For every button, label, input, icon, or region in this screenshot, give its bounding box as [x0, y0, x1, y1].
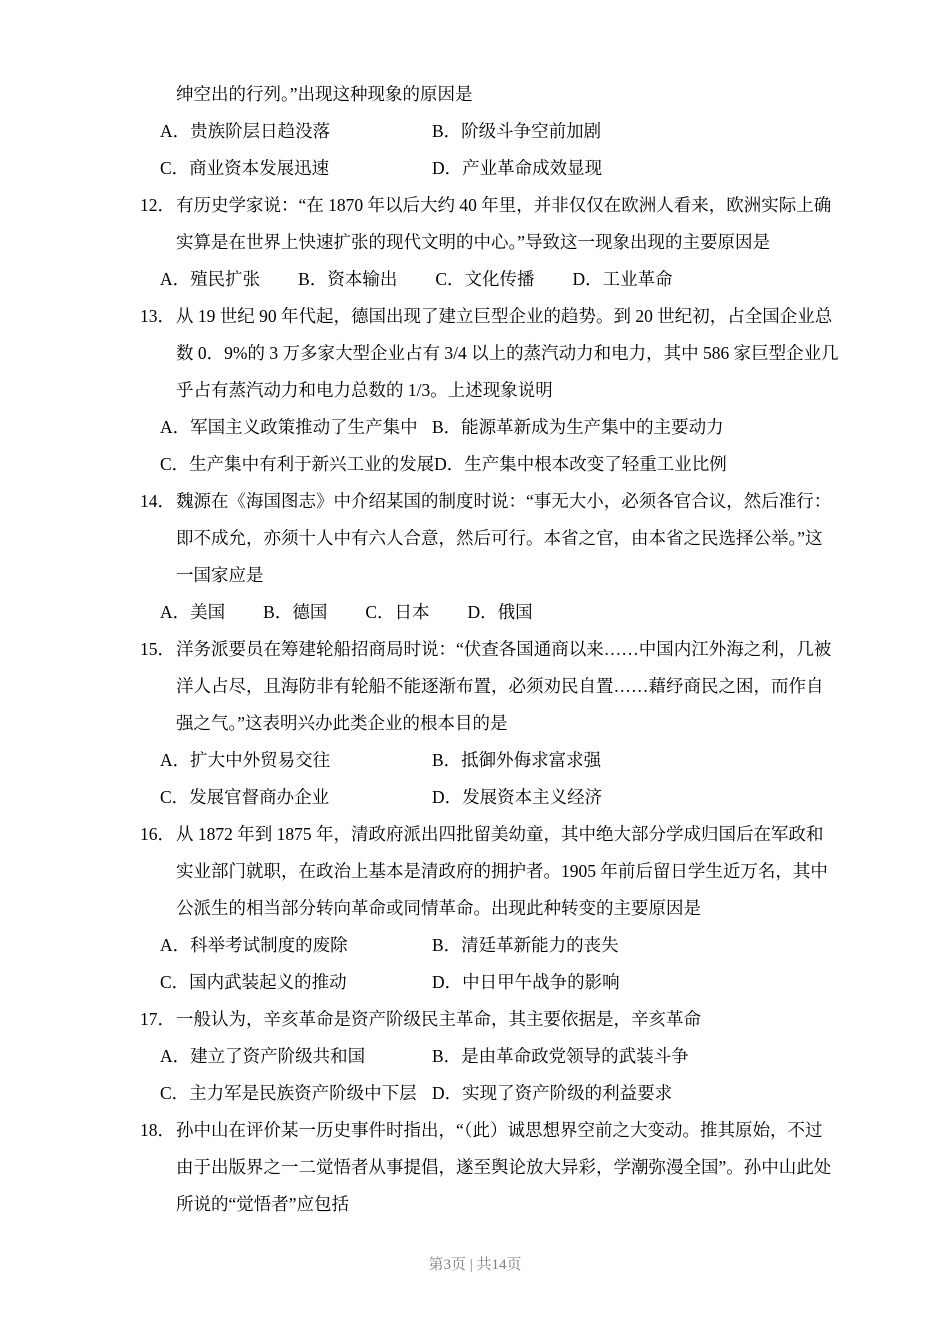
stem-text: 所说的“觉悟者”应包括	[176, 1194, 350, 1214]
option: D．发展资本主义经济	[432, 787, 603, 807]
question-stem-line	[140, 1149, 832, 1186]
stem-text: 实业部门就职，在政治上基本是清政府的拥护者。1905 年前后留日学生近万名，其中	[176, 861, 828, 881]
questions-container	[140, 76, 839, 1223]
question-stem-start	[140, 1112, 823, 1149]
page-number-text: 第3页 | 共14页	[428, 1257, 522, 1273]
stem-text: 一国家应是	[176, 565, 264, 585]
option: C．商业资本发展迅速	[160, 158, 330, 178]
question-stem-line	[140, 1186, 820, 1223]
stem-text: 一般认为，辛亥革命是资产阶级民主革命，其主要依据是，辛亥革命	[176, 1009, 701, 1029]
option: C．文化传播	[435, 269, 535, 289]
option: A．扩大中外贸易交往	[160, 750, 331, 770]
question-stem-start	[140, 298, 833, 335]
option-row	[140, 779, 820, 816]
question-number: 18．	[140, 1120, 175, 1140]
option: D．生产集中根本改变了轻重工业比例	[434, 454, 727, 474]
stem-text: 有历史学家说：“在 1870 年以后大约 40 年里，并非仅仅在欧洲人看来，欧洲实际上确	[176, 195, 832, 215]
option: C．国内武装起义的推动	[160, 972, 347, 992]
option: A．科举考试制度的废除	[160, 935, 348, 955]
option-row	[140, 113, 820, 150]
option: C．日本	[365, 602, 430, 622]
option-row	[140, 261, 820, 298]
question-stem-line	[140, 557, 820, 594]
stem-text: 从 1872 年到 1875 年，清政府派出四批留美幼童，其中绝大部分学成归国后在军政和	[176, 824, 824, 844]
question-number: 14．	[140, 491, 175, 511]
question-stem-start	[140, 631, 832, 668]
stem-text: 公派生的相当部分转向革命或同情革命。出现此种转变的主要原因是	[176, 898, 701, 918]
option-row	[140, 964, 820, 1001]
option: A．贵族阶层日趋没落	[160, 121, 331, 141]
question-stem-start	[140, 816, 824, 853]
option: D．产业革命成效显现	[432, 158, 603, 178]
stem-text: 洋务派要员在筹建轮船招商局时说：“伏查各国通商以来……中国内江外海之利，几被	[176, 639, 832, 659]
question-stem-start	[140, 1001, 820, 1038]
stem-text: 从 19 世纪 90 年代起，德国出现了建立巨型企业的趋势。到 20 世纪初，占全国企业总	[176, 306, 833, 326]
option: D．中日甲午战争的影响	[432, 972, 620, 992]
option: C．主力军是民族资产阶级中下层	[160, 1083, 417, 1103]
option: D．工业革命	[572, 269, 673, 289]
option-row	[140, 594, 820, 631]
stem-text: 乎占有蒸汽动力和电力总数的 1/3。上述现象说明	[176, 380, 553, 400]
question-number: 15．	[140, 639, 175, 659]
option-row	[140, 1038, 820, 1075]
stem-text: 由于出版界之一二觉悟者从事提倡，遂至舆论放大异彩，学潮弥漫全国”。孙中山此处	[176, 1157, 832, 1177]
question-stem-line	[140, 668, 824, 705]
question-stem-line	[140, 853, 828, 890]
option: A．建立了资产阶级共和国	[160, 1046, 366, 1066]
option-row	[140, 1075, 820, 1112]
question-stem-line	[140, 372, 820, 409]
question-stem-line	[140, 520, 823, 557]
option-row	[140, 150, 820, 187]
option: B．能源革新成为生产集中的主要动力	[432, 417, 724, 437]
question-stem-start	[140, 187, 832, 224]
option: B．抵御外侮求富求强	[432, 750, 602, 770]
option: C．发展官督商办企业	[160, 787, 330, 807]
option: A．军国主义政策推动了生产集中	[160, 417, 418, 437]
option: D．实现了资产阶级的利益要求	[432, 1083, 673, 1103]
question-stem-line	[140, 890, 820, 927]
option: B．德国	[263, 602, 328, 622]
stem-text: 实算是在世界上快速扩张的现代文明的中心。”导致这一现象出现的主要原因是	[176, 232, 771, 252]
option: A．殖民扩张	[160, 269, 261, 289]
question-number: 12．	[140, 195, 175, 215]
stem-text: 绅空出的行列。”出现这种现象的原因是	[176, 84, 473, 104]
question-stem-line	[140, 335, 839, 372]
option-row	[140, 409, 820, 446]
stem-text: 魏源在《海国图志》中介绍某国的制度时说：“事无大小，必须各官合议，然后准行：	[176, 491, 832, 511]
stem-text: 孙中山在评价某一历史事件时指出，“（此）诚思想界空前之大变动。推其原始，不过	[176, 1120, 823, 1140]
stem-text: 数 0．9%的 3 万多家大型企业占有 3/4 以上的蒸汽动力和电力，其中 586 家巨型企业几	[176, 343, 839, 363]
question-stem-line	[140, 76, 820, 113]
option: B．清廷革新能力的丧失	[432, 935, 619, 955]
question-stem-line	[140, 224, 820, 261]
question-number: 13．	[140, 306, 175, 326]
stem-text: 强之气。”这表明兴办此类企业的根本目的是	[176, 713, 508, 733]
option: B．阶级斗争空前加剧	[432, 121, 602, 141]
option: C．生产集中有利于新兴工业的发展	[160, 454, 435, 474]
question-stem-line	[140, 705, 820, 742]
option: B．资本输出	[298, 269, 398, 289]
page-footer	[0, 1254, 950, 1276]
stem-text: 即不成允，亦须十人中有六人合意，然后可行。本省之官，由本省之民选择公举。”这	[176, 528, 823, 548]
option-row	[140, 742, 820, 779]
option-row	[140, 446, 820, 483]
option: A．美国	[160, 602, 226, 622]
stem-text: 洋人占尽，且海防非有轮船不能逐渐布置，必须劝民自置……藉纾商民之困，而作自	[176, 676, 824, 696]
option: B．是由革命政党领导的武装斗争	[432, 1046, 689, 1066]
question-number: 16．	[140, 824, 175, 844]
option: D．俄国	[467, 602, 533, 622]
option-row	[140, 927, 820, 964]
question-number: 17．	[140, 1009, 175, 1029]
question-stem-start	[140, 483, 832, 520]
